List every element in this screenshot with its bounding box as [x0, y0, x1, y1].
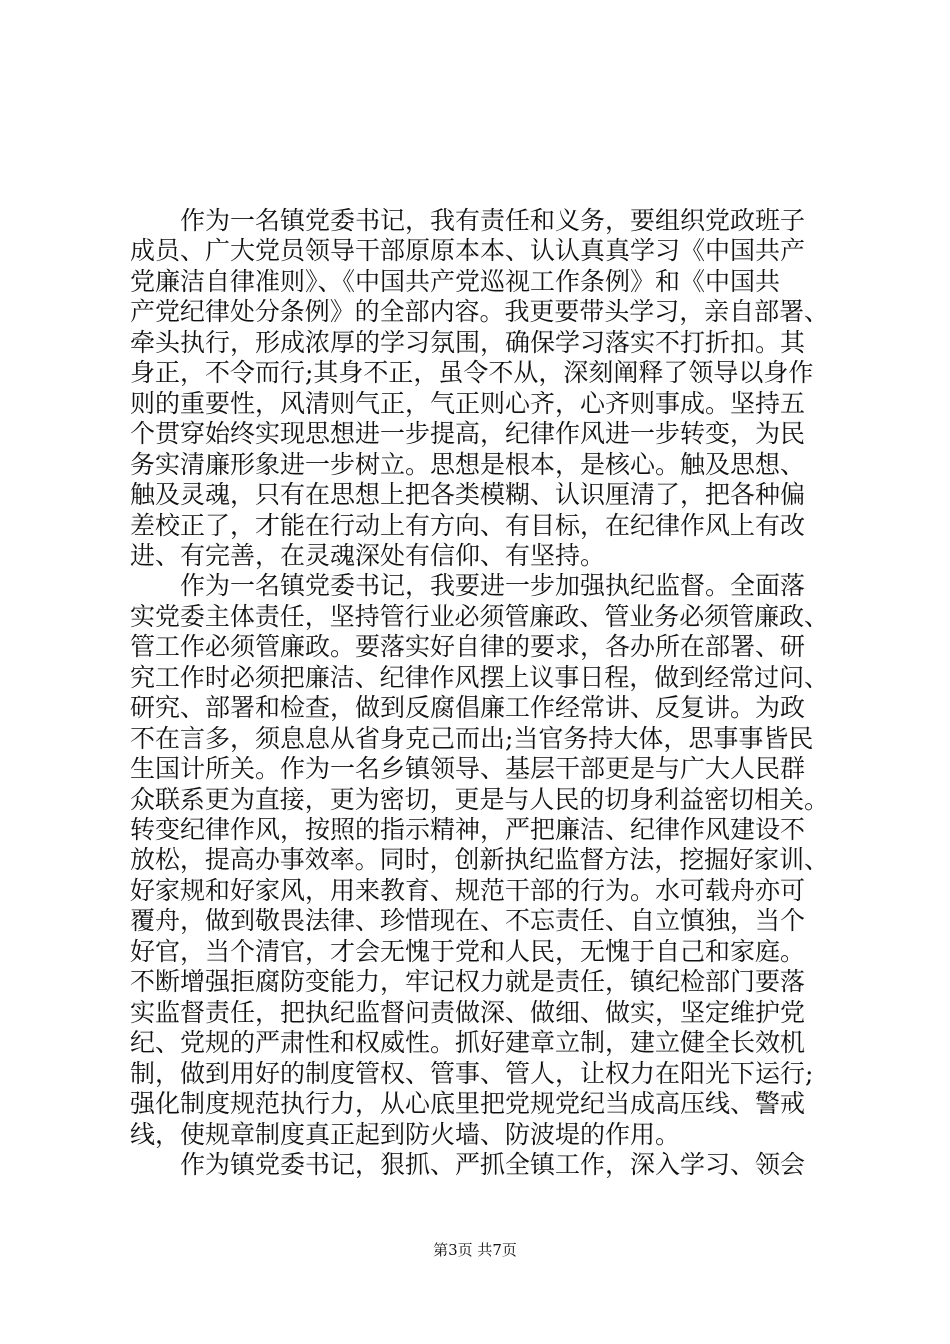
text-line: 作为一名镇党委书记，我要进一步加强执纪监督。全面落	[130, 571, 806, 601]
text-line: 线，使规章制度真正起到防火墙、防波堤的作用。	[130, 1119, 681, 1149]
text-line: 纪、党规的严肃性和权威性。抓好建章立制，建立健全长效机	[130, 1028, 806, 1058]
text-line: 作为一名镇党委书记，我有责任和义务，要组织党政班子	[130, 206, 806, 235]
text-line: 进、有完善，在灵魂深处有信仰、有坚持。	[130, 540, 606, 570]
text-line: 覆舟，做到敬畏法律、珍惜现在、不忘责任、自立慎独，当个	[130, 906, 806, 936]
text-line: 触及灵魂，只有在思想上把各类模糊、认识厘清了，把各种偏	[130, 480, 806, 510]
text-line: 成员、广大党员领导干部原原本本、认认真真学习《中国共产	[130, 236, 806, 266]
text-line: 作为镇党委书记，狠抓、严抓全镇工作，深入学习、领会	[130, 1149, 806, 1179]
text-line: 差校正了，才能在行动上有方向、有目标，在纪律作风上有改	[130, 510, 806, 540]
text-line: 众联系更为直接，更为密切，更是与人民的切身利益密切相关。	[130, 784, 830, 814]
text-line: 党廉洁自律准则》、《中国共产党巡视工作条例》和《中国共	[130, 266, 781, 296]
text-line: 强化制度规范执行力，从心底里把党规党纪当成高压线、警戒	[130, 1089, 806, 1119]
text-line: 不在言多，须息息从省身克己而出;当官务持大体，思事事皆民	[130, 723, 814, 753]
text-line: 个贯穿始终实现思想进一步提高，纪律作风进一步转变，为民	[130, 419, 806, 449]
text-line: 好家规和好家风，用来教育、规范干部的行为。水可载舟亦可	[130, 875, 806, 905]
text-line: 研究、部署和检查，做到反腐倡廉工作经常讲、反复讲。为政	[130, 693, 806, 723]
text-line: 实党委主体责任，坚持管行业必须管廉政、管业务必须管廉政、	[130, 601, 830, 631]
text-line: 好官，当个清官，才会无愧于党和人民，无愧于自己和家庭。	[130, 936, 806, 966]
text-line: 实监督责任，把执纪监督问责做深、做细、做实，坚定维护党	[130, 997, 806, 1027]
text-line: 不断增强拒腐防变能力，牢记权力就是责任，镇纪检部门要落	[130, 967, 806, 997]
text-line: 制，做到用好的制度管权、管事、管人，让权力在阳光下运行;	[130, 1058, 814, 1088]
text-line: 放松，提高办事效率。同时，创新执纪监督方法，挖掘好家训、	[130, 845, 830, 875]
text-line: 转变纪律作风，按照的指示精神，严把廉洁、纪律作风建设不	[130, 815, 806, 844]
text-line: 牵头执行，形成浓厚的学习氛围，确保学习落实不打折扣。其	[130, 327, 806, 357]
text-line: 究工作时必须把廉洁、纪律作风摆上议事日程，做到经常过问、	[130, 662, 830, 692]
text-line: 则的重要性，风清则气正，气正则心齐，心齐则事成。坚持五	[130, 388, 806, 418]
text-line: 务实清廉形象进一步树立。思想是根本，是核心。触及思想、	[130, 449, 806, 479]
text-line: 身正，不令而行;其身不正，虽令不从，深刻阐释了领导以身作	[130, 358, 814, 388]
text-line: 管工作必须管廉政。要落实好自律的要求，各办所在部署、研	[130, 632, 806, 662]
text-line: 产党纪律处分条例》的全部内容。我更要带头学习，亲自部署、	[130, 297, 830, 327]
page-number-footer: 第3页 共7页	[433, 1241, 517, 1259]
text-line: 生国计所关。作为一名乡镇领导、基层干部更是与广大人民群	[130, 754, 806, 784]
